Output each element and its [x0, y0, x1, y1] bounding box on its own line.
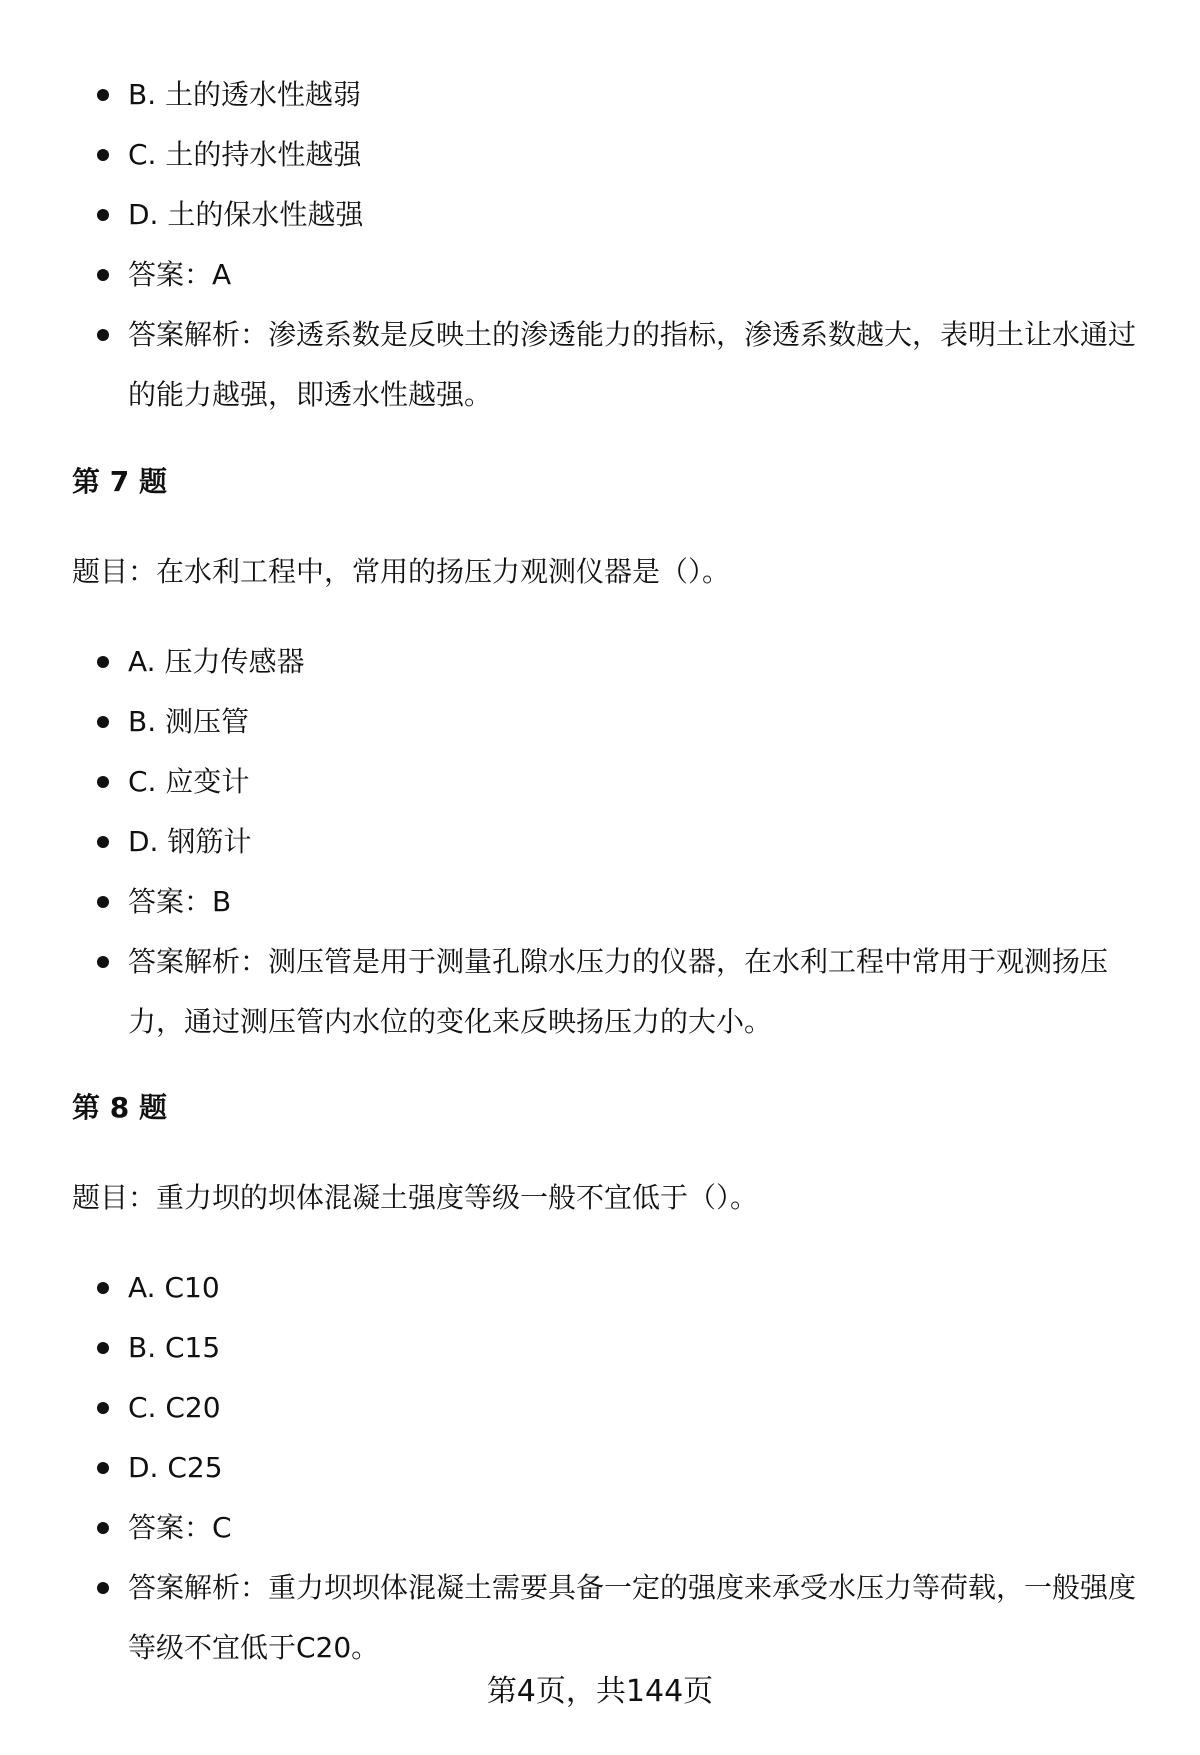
bullet-icon	[97, 329, 109, 341]
option-text: D. 土的保水性越强	[128, 198, 364, 231]
explanation-text: 答案解析：测压管是用于测量孔隙水压力的仪器，在水利工程中常用于观测扬压力，通过测压管内水位的变化来反映扬压力的大小。	[128, 945, 1109, 1038]
question-7-body	[0, 632, 1200, 1052]
option-text: D. 钢筋计	[128, 825, 252, 858]
question-8-heading: 第 8 题	[72, 1091, 167, 1124]
option-item	[0, 692, 1200, 752]
question-7-heading: 第 7 题	[72, 465, 167, 498]
answer-item	[0, 872, 1200, 932]
bullet-icon	[97, 836, 109, 848]
bullet-icon	[97, 1342, 109, 1354]
bullet-icon	[97, 1462, 109, 1474]
option-item	[0, 752, 1200, 812]
option-text: A. 压力传感器	[128, 645, 305, 678]
option-text: C. 应变计	[128, 765, 250, 798]
answer-item	[0, 245, 1200, 305]
bullet-icon	[97, 209, 109, 221]
explanation-text: 答案解析：渗透系数是反映土的渗透能力的指标，渗透系数越大，表明土让水通过的能力越强，即透水性越强。	[128, 318, 1137, 411]
bullet-icon	[97, 896, 109, 908]
explanation-item	[0, 932, 1200, 1052]
question-8-text: 题目：重力坝的坝体混凝土强度等级一般不宜低于（）。	[72, 1181, 759, 1214]
option-list	[0, 65, 1200, 425]
option-item	[0, 812, 1200, 872]
option-item	[0, 185, 1200, 245]
option-text: D. C25	[128, 1451, 223, 1484]
option-text: B. C15	[128, 1331, 221, 1364]
option-list	[0, 1258, 1200, 1678]
bullet-icon	[97, 89, 109, 101]
option-text: C. 土的持水性越强	[128, 138, 362, 171]
explanation-item	[0, 305, 1200, 425]
page-number-footer: 第4页，共144页	[486, 1674, 714, 1709]
bullet-icon	[97, 1522, 109, 1534]
answer-item	[0, 1498, 1200, 1558]
question-6-tail	[0, 65, 1200, 425]
option-item	[0, 65, 1200, 125]
question-8-body	[0, 1258, 1200, 1678]
explanation-text: 答案解析：重力坝坝体混凝土需要具备一定的强度来承受水压力等荷载，一般强度等级不宜低于C20。	[128, 1571, 1137, 1664]
option-item	[0, 632, 1200, 692]
option-text: B. 土的透水性越弱	[128, 78, 362, 111]
bullet-icon	[97, 1582, 109, 1594]
option-item	[0, 1378, 1200, 1438]
answer-text: 答案：C	[128, 1511, 232, 1544]
option-item	[0, 125, 1200, 185]
question-7-text: 题目：在水利工程中，常用的扬压力观测仪器是（）。	[72, 555, 731, 588]
answer-text: 答案：B	[128, 885, 232, 918]
option-item	[0, 1438, 1200, 1498]
option-text: B. 测压管	[128, 705, 250, 738]
option-text: A. C10	[128, 1271, 220, 1304]
bullet-icon	[97, 776, 109, 788]
bullet-icon	[97, 269, 109, 281]
explanation-item	[0, 1558, 1200, 1678]
option-list	[0, 632, 1200, 1052]
option-item	[0, 1318, 1200, 1378]
bullet-icon	[97, 656, 109, 668]
bullet-icon	[97, 149, 109, 161]
bullet-icon	[97, 1402, 109, 1414]
option-item	[0, 1258, 1200, 1318]
answer-text: 答案：A	[128, 258, 232, 291]
bullet-icon	[97, 716, 109, 728]
bullet-icon	[97, 1282, 109, 1294]
option-text: C. C20	[128, 1391, 221, 1424]
bullet-icon	[97, 956, 109, 968]
